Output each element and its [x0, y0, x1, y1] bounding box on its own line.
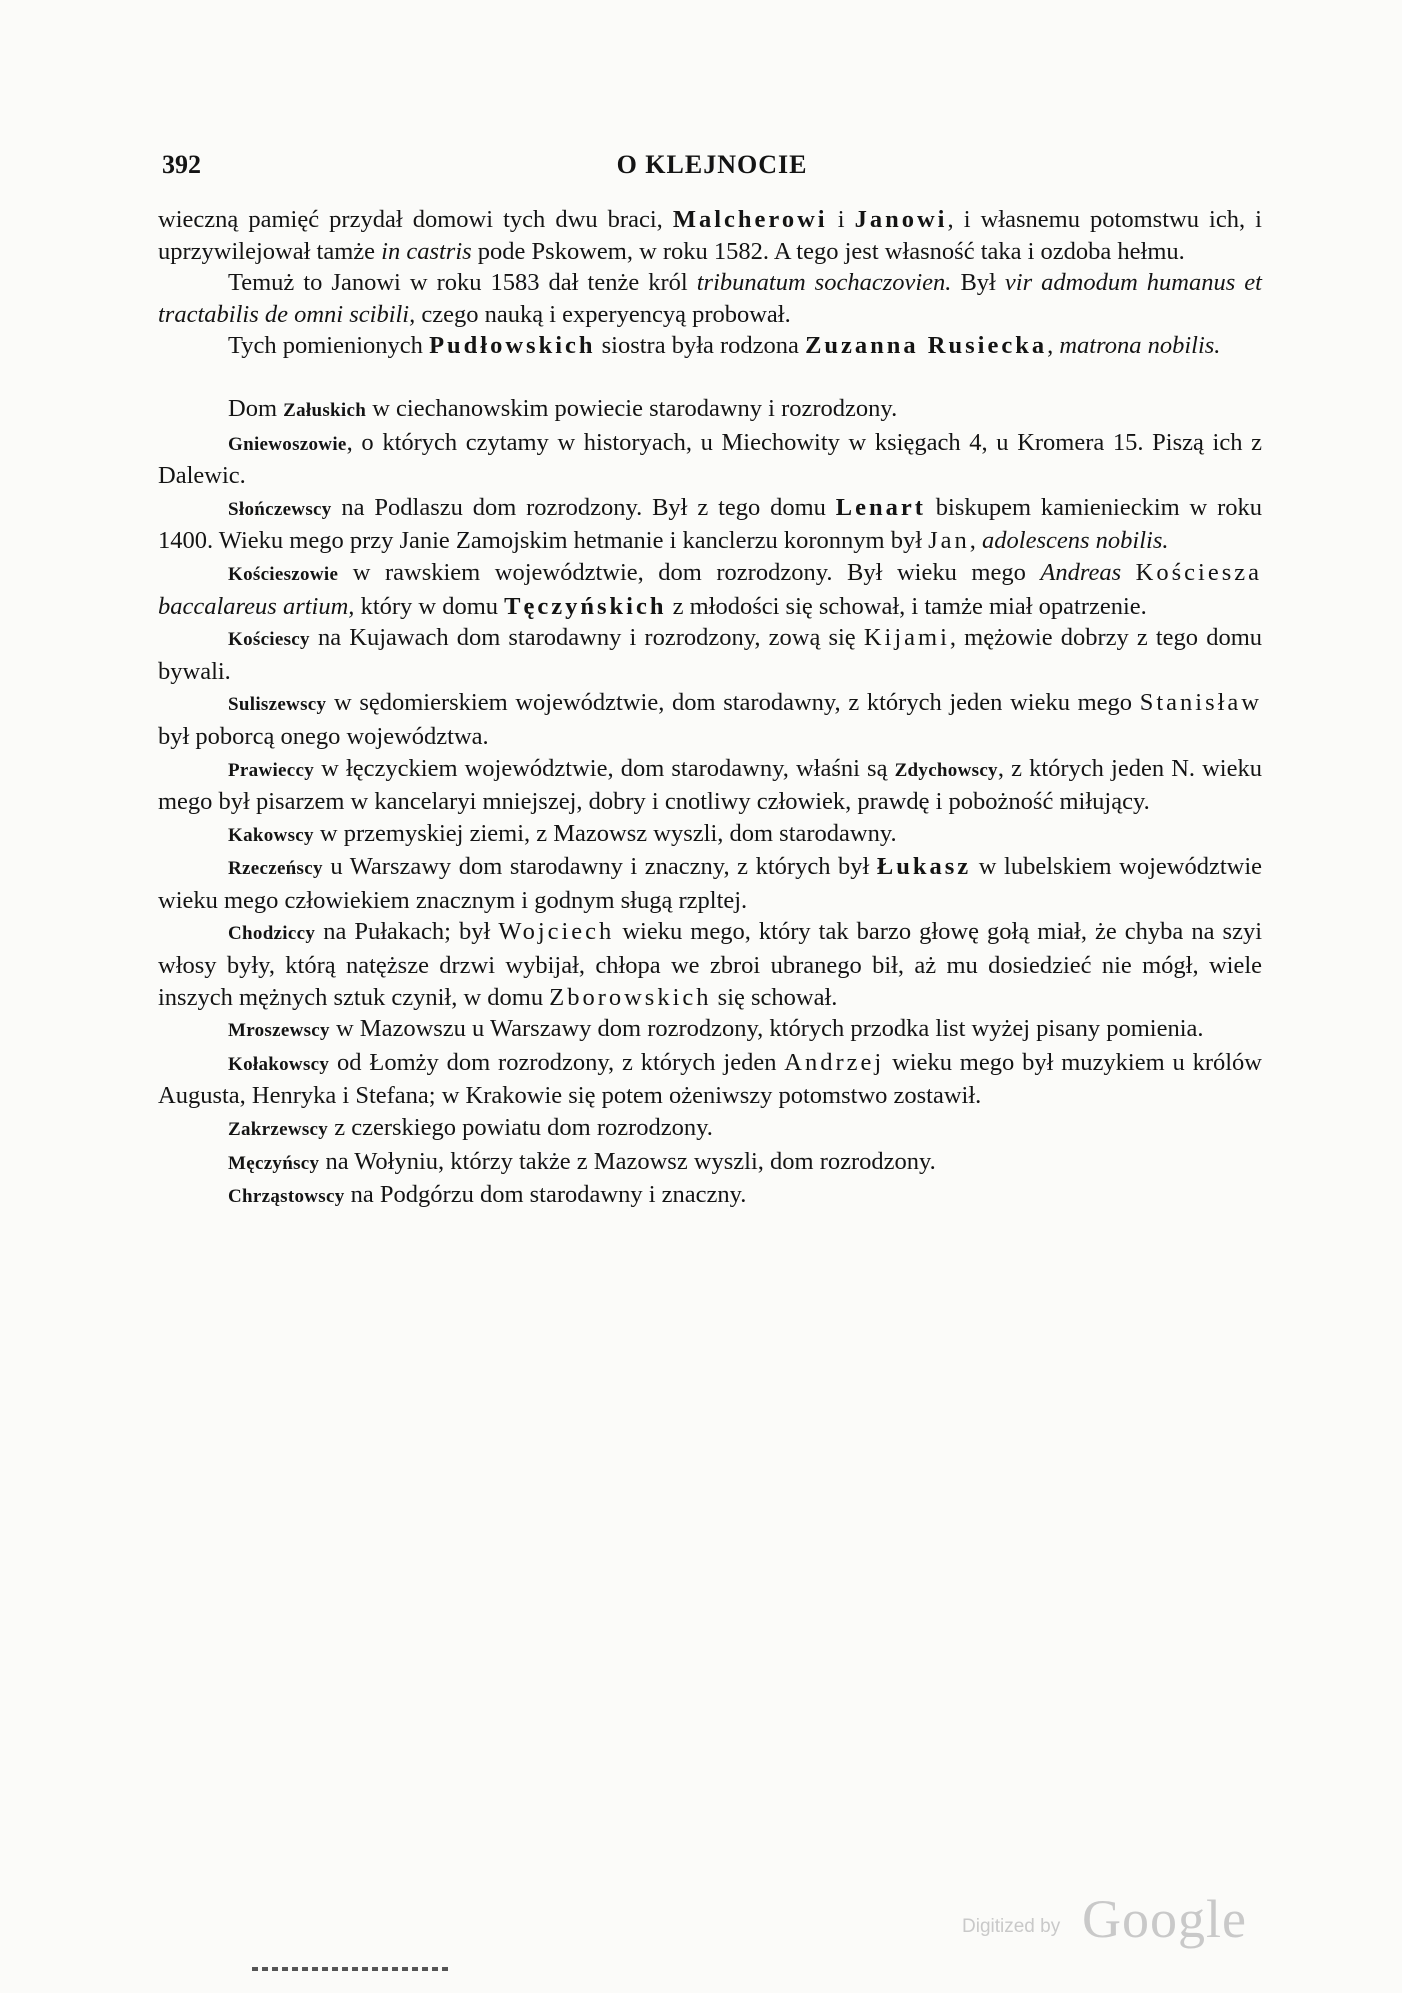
entry-mroszewscy: [158, 1013, 1262, 1047]
entry-slonczewscy: [158, 492, 1262, 557]
text-run: , o których czytamy w historyach, u Miechowity w księgach 4, u Kromera 15. Piszą ich z Dalewic.: [158, 428, 1262, 490]
text-run: czego nauką i experyencyą probował.: [415, 300, 791, 328]
text-run: Był: [951, 269, 1005, 297]
entry-kakowscy: [158, 818, 1262, 852]
text-run: z czerskiego powiatu dom rozrodzony.: [328, 1114, 713, 1142]
entry-koscieszowie: [158, 557, 1262, 622]
text-run: wieku mego był muzykiem u królów Augusta, Henryka i Stefana; w Krakowie się potem ożeniwszy potomstwo zostawił.: [158, 1048, 1262, 1110]
spaced-name: Jan: [928, 527, 970, 555]
spaced-name: Kijami: [863, 624, 950, 652]
text-run: wieczną pamięć przydał domowi tych dwu braci,: [158, 206, 673, 233]
family-name: Chodziccy: [228, 923, 316, 945]
paragraph-pudlowscy: [158, 330, 1262, 362]
entry-gniewoszowie: [158, 427, 1262, 492]
spaced-name: Malcherowi: [672, 206, 828, 233]
text-run: [1121, 559, 1136, 586]
digitized-watermark: [962, 1888, 1262, 1948]
text-run: Temuż to Janowi w roku 1583 dał tenże król: [228, 269, 697, 297]
family-name: Suliszewscy: [228, 694, 327, 716]
entry-zakrzewscy: [158, 1112, 1262, 1146]
text-run: który w domu: [354, 592, 505, 620]
entry-suliszewscy: [158, 687, 1262, 752]
text-run: na Wołyniu, którzy także z Mazowsz wyszli, dom rozrodzony.: [319, 1147, 936, 1175]
page-header: [162, 150, 1262, 184]
latin-phrase: baccalareus artium,: [158, 592, 355, 620]
latin-phrase: tribunatum sochaczovien.: [696, 269, 952, 297]
latin-phrase: vir admodum humanus et tractabilis de omni scibili,: [158, 269, 1262, 328]
text-run: , z których jeden N. wieku mego był pisarzem w kancelaryi mniejszej, dobry i cnotliwy człowiek, prawdę i pobożność miłujący.: [158, 754, 1262, 816]
latin-phrase: in castris: [381, 237, 472, 265]
entry-chodziccy: [158, 916, 1262, 1013]
bottom-rule: [252, 1967, 452, 1971]
running-title: O KLEJNOCIE: [616, 150, 808, 179]
text-run: u Warszawy dom starodawny i znaczny, z których był: [322, 853, 877, 881]
watermark-logo: Google: [1082, 1889, 1247, 1949]
family-name: Mroszewscy: [228, 1020, 330, 1042]
spaced-name: Andrzej: [784, 1048, 885, 1076]
paragraph-malcher-jan: [158, 204, 1262, 267]
entry-koscieccy: [158, 622, 1262, 687]
text-run: , mężowie dobrzy z tego domu bywali.: [158, 624, 1262, 685]
entry-rzeczenscy: [158, 851, 1262, 916]
spaced-name: Kościesza: [1135, 558, 1262, 586]
spaced-name: Stanisław: [1139, 689, 1262, 717]
family-name: Kołakowscy: [228, 1053, 330, 1075]
entry-zaluscy: [158, 393, 1262, 427]
latin-phrase: adolescens nobilis.: [982, 527, 1169, 555]
text-run: od Łomży dom rozrodzony, z których jeden: [329, 1048, 785, 1076]
entry-prawieccy: [158, 753, 1262, 818]
text-run: się schował.: [711, 983, 838, 1011]
spaced-name: Tęczyńskich: [504, 592, 667, 620]
family-name: Chrząstowscy: [228, 1186, 345, 1208]
entry-meczynscy: [158, 1146, 1262, 1180]
text-run: z młodości się schował, i tamże miał opatrzenie.: [666, 592, 1147, 620]
paragraph-tribunatum: [158, 267, 1262, 330]
spaced-name: Wojciech: [498, 918, 615, 946]
family-name: Zakrzewscy: [228, 1119, 329, 1141]
watermark-caption: Digitized by: [962, 1916, 1061, 1937]
family-name: Załuskich: [283, 399, 367, 421]
family-name: Kakowscy: [228, 824, 314, 846]
text-run: na Podgórzu dom starodawny i znaczny.: [344, 1181, 747, 1209]
latin-phrase: Andreas: [1040, 558, 1122, 586]
body-text: [158, 204, 1262, 1213]
text-run: w rawskiem województwie, dom rozrodzony. Był wieku mego: [338, 558, 1041, 586]
entry-chrzastowscy: [158, 1179, 1262, 1213]
text-run: , i własnemu potomstwu ich, i uprzywilejował tamże: [158, 206, 1262, 265]
family-name: Prawieccy: [228, 759, 315, 781]
text-run: w ciechanowskim powiecie starodawny i rozrodzony.: [366, 394, 898, 422]
latin-phrase: matrona nobilis.: [1059, 332, 1221, 360]
section-gap: [158, 362, 1262, 393]
text-run: w sędomierskiem województwie, dom starodawny, z których jeden wieku mego: [326, 689, 1140, 717]
page-number: 392: [162, 150, 201, 179]
text-run: na Podlaszu dom rozrodzony. Był z tego domu: [331, 493, 836, 521]
family-name: Kościeszowie: [228, 563, 339, 585]
text-run: ,: [969, 527, 983, 555]
spaced-name: Janowi: [854, 206, 948, 233]
text-run: w przemyskiej ziemi, z Mazowsz wyszli, dom starodawny.: [313, 819, 897, 847]
family-name: Rzeczeńscy: [228, 858, 323, 880]
family-name: Gniewoszowie: [228, 433, 347, 455]
text-run: Dom: [228, 394, 284, 422]
text-run: pode Pskowem, w roku 1582. A tego jest własność taka i ozdoba hełmu.: [471, 237, 1185, 265]
text-run: był poborcą onego województwa.: [158, 722, 489, 750]
family-name: Zdychowscy: [894, 759, 998, 781]
spaced-name: Pudłowskich: [429, 332, 596, 360]
text-run: siostra była rodzona: [595, 332, 806, 360]
text-run: biskupem kamienieckim w roku 1400. Wieku mego przy Janie Zamojskim hetmanie i kanclerzu koronnym był: [158, 493, 1263, 555]
spaced-name: Lenart: [835, 493, 926, 521]
spaced-name: Zborowskich: [549, 983, 712, 1011]
family-name: Kościescy: [228, 629, 310, 651]
spaced-name: Łukasz: [876, 853, 972, 881]
family-name: Męczyńscy: [228, 1152, 320, 1174]
entry-kolakowscy: [158, 1047, 1262, 1112]
text-run: w lubelskiem województwie wieku mego człowiekiem znacznym i godnym sługą rzpltej.: [158, 853, 1263, 914]
text-run: w łęczyckiem województwie, dom starodawny, właśni są: [314, 754, 895, 782]
text-run: ,: [1047, 332, 1060, 360]
text-run: na Pułakach; był: [315, 918, 499, 946]
text-run: i: [827, 206, 855, 233]
text-run: na Kujawach dom starodawny i rozrodzony, zową się: [309, 624, 864, 652]
text-run: w Mazowszu u Warszawy dom rozrodzony, których przodka list wyżej pisany pomienia.: [329, 1015, 1204, 1043]
family-name: Słończewscy: [228, 498, 332, 520]
spaced-name: Zuzanna Rusiecka: [805, 332, 1048, 360]
text-run: wieku mego, który tak barzo głowę gołą miał, że chyba na szyi włosy były, którą natęższe drzwi wybijał, chłopa we zbroi ubranego bił, aż mu dosiedzieć nie mógł, wiele inszych mężnych sztuk czynił, w domu: [158, 918, 1263, 1011]
text-run: Tych pomienionych: [228, 332, 430, 360]
